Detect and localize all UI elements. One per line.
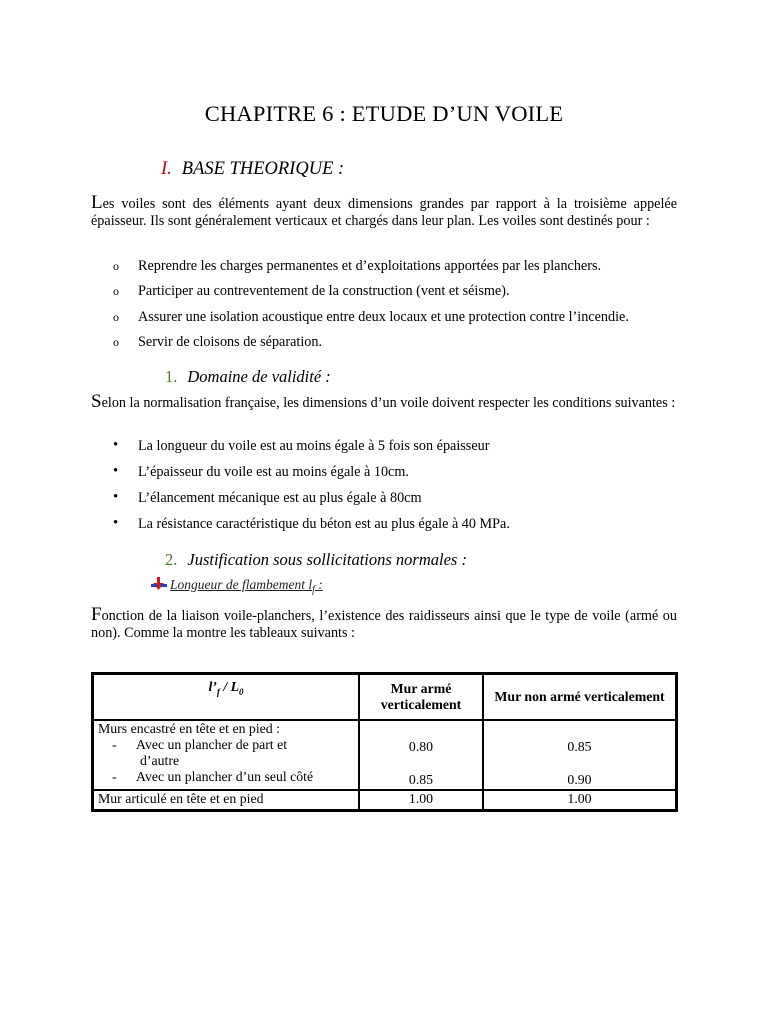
list-marker: o xyxy=(113,284,119,298)
section-heading xyxy=(161,159,344,180)
table-row: Mur articulé en tête et en pied 1.00 1.00 xyxy=(93,790,676,810)
header-reinforced: Mur armé verticalement xyxy=(359,674,483,720)
intro-text: es voiles sont des éléments ayant deux dimensions grandes par rapport à la troisième appelée épaisseur. Ils sont généralement verticaux et chargés dans leur plan. Les voiles sont destinés pour : xyxy=(91,196,677,229)
subsection-heading-justification xyxy=(165,550,467,570)
cell-value: 1.00 xyxy=(483,790,676,810)
cell-value: 0.90 xyxy=(567,772,592,787)
subsection-title: Domaine de validité : xyxy=(187,367,331,386)
validity-paragraph xyxy=(91,393,677,412)
arrow-bullet-icon xyxy=(151,577,167,591)
list-marker: o xyxy=(113,335,119,349)
intro-paragraph xyxy=(91,194,677,230)
list-marker: o xyxy=(113,259,119,273)
function-text: onction de la liaison voile-planchers, l’existence des raidisseurs ainsi que le type de voile (armé ou non). Comme la montre les tableaux suivants : xyxy=(91,608,677,641)
cell-value: 0.80 xyxy=(408,739,434,754)
subsection-number: 2. xyxy=(165,550,178,569)
validity-dropcap: S xyxy=(91,391,102,412)
subsection-title: Justification sous sollicitations normales : xyxy=(187,550,467,569)
list-marker: • xyxy=(113,463,119,479)
cell-value: 0.85 xyxy=(408,772,434,787)
function-dropcap: F xyxy=(91,604,102,625)
list-marker: • xyxy=(113,437,119,453)
subsubsection-label: Longueur de flambement $l_f$ : xyxy=(170,577,323,596)
buckling-length-table xyxy=(91,672,678,812)
chapter-title: CHAPITRE 6 : ETUDE D’UN VOILE xyxy=(204,101,564,126)
list-marker: • xyxy=(113,489,119,505)
intro-dropcap: L xyxy=(91,192,103,213)
list-marker: o xyxy=(113,310,119,324)
cell-value: 0.85 xyxy=(567,739,592,754)
header-unreinforced: Mur non armé verticalement xyxy=(483,674,676,720)
subsubsection-heading xyxy=(151,577,323,596)
subsection-heading-validity xyxy=(165,367,331,387)
validity-text: elon la normalisation française, les dimensions d’un voile doivent respecter les conditions suivantes : xyxy=(101,395,676,411)
table-header-row xyxy=(93,674,676,720)
section-title: BASE THEORIQUE : xyxy=(181,159,345,179)
list-marker: • xyxy=(113,515,119,531)
cell-value: 1.00 xyxy=(359,790,483,810)
section-number: I. xyxy=(161,159,172,179)
function-paragraph xyxy=(91,606,677,642)
subsection-number: 1. xyxy=(165,367,178,386)
document-page: CHAPITRE 6 : ETUDE D’UN VOILE I. BASE THEORIQUE : Les voiles sont des éléments ayant deux dimensions grandes par rapport à la troisième appelée épaisseur. Ils sont généralement verticaux et chargés dans leur plan. Les voiles sont destinés pour : o Reprendre les charges permanentes et d’exploitations apportées par les planchers. o Participer au contreventement de la construction (vent et séisme). o Assurer une isolation acoustique entre deux locaux et une protection contre l’incendie. o Servir de cloisons de séparation. 1. Domaine de validité : Selon la normalisation française, les dimensions d’un voile doivent respecter les conditions suivantes : • La longueur du voile est au moins égale à 5 fois son épaisseur • L’épaisseur du voile est au moins égale à 10cm. • L’élancement mécanique est au plus égale à 80cm • La résistance caractéristique du béton est au plus égale à 40 MPa. 2. Justification sous sollicitations normales : Longueur de flambement $l_f$ : Fonction de la liaison voile-planchers, l’existence des raidisseurs ainsi que le type de voile (armé ou non). Comme la montre les tableaux suivants : $l’_f / L_0$ Mur armé verticalement Mur non armé verticalement Murs encastré en tête et en pied : - Avec un plancher de part et d’autre - Avec un plancher d’un seul côté 0.80 0.85 0.85 0.90 Mur articulé en tête et en pied 1.00 1.00 xyxy=(0,0,768,1024)
table-row: Murs encastré en tête et en pied : - Avec un plancher de part et d’autre - Avec un plancher d’un seul côté 0.80 0.85 0.85 0.90 xyxy=(93,720,676,790)
header-ratio: $l’_f / L_0$ xyxy=(93,674,359,720)
